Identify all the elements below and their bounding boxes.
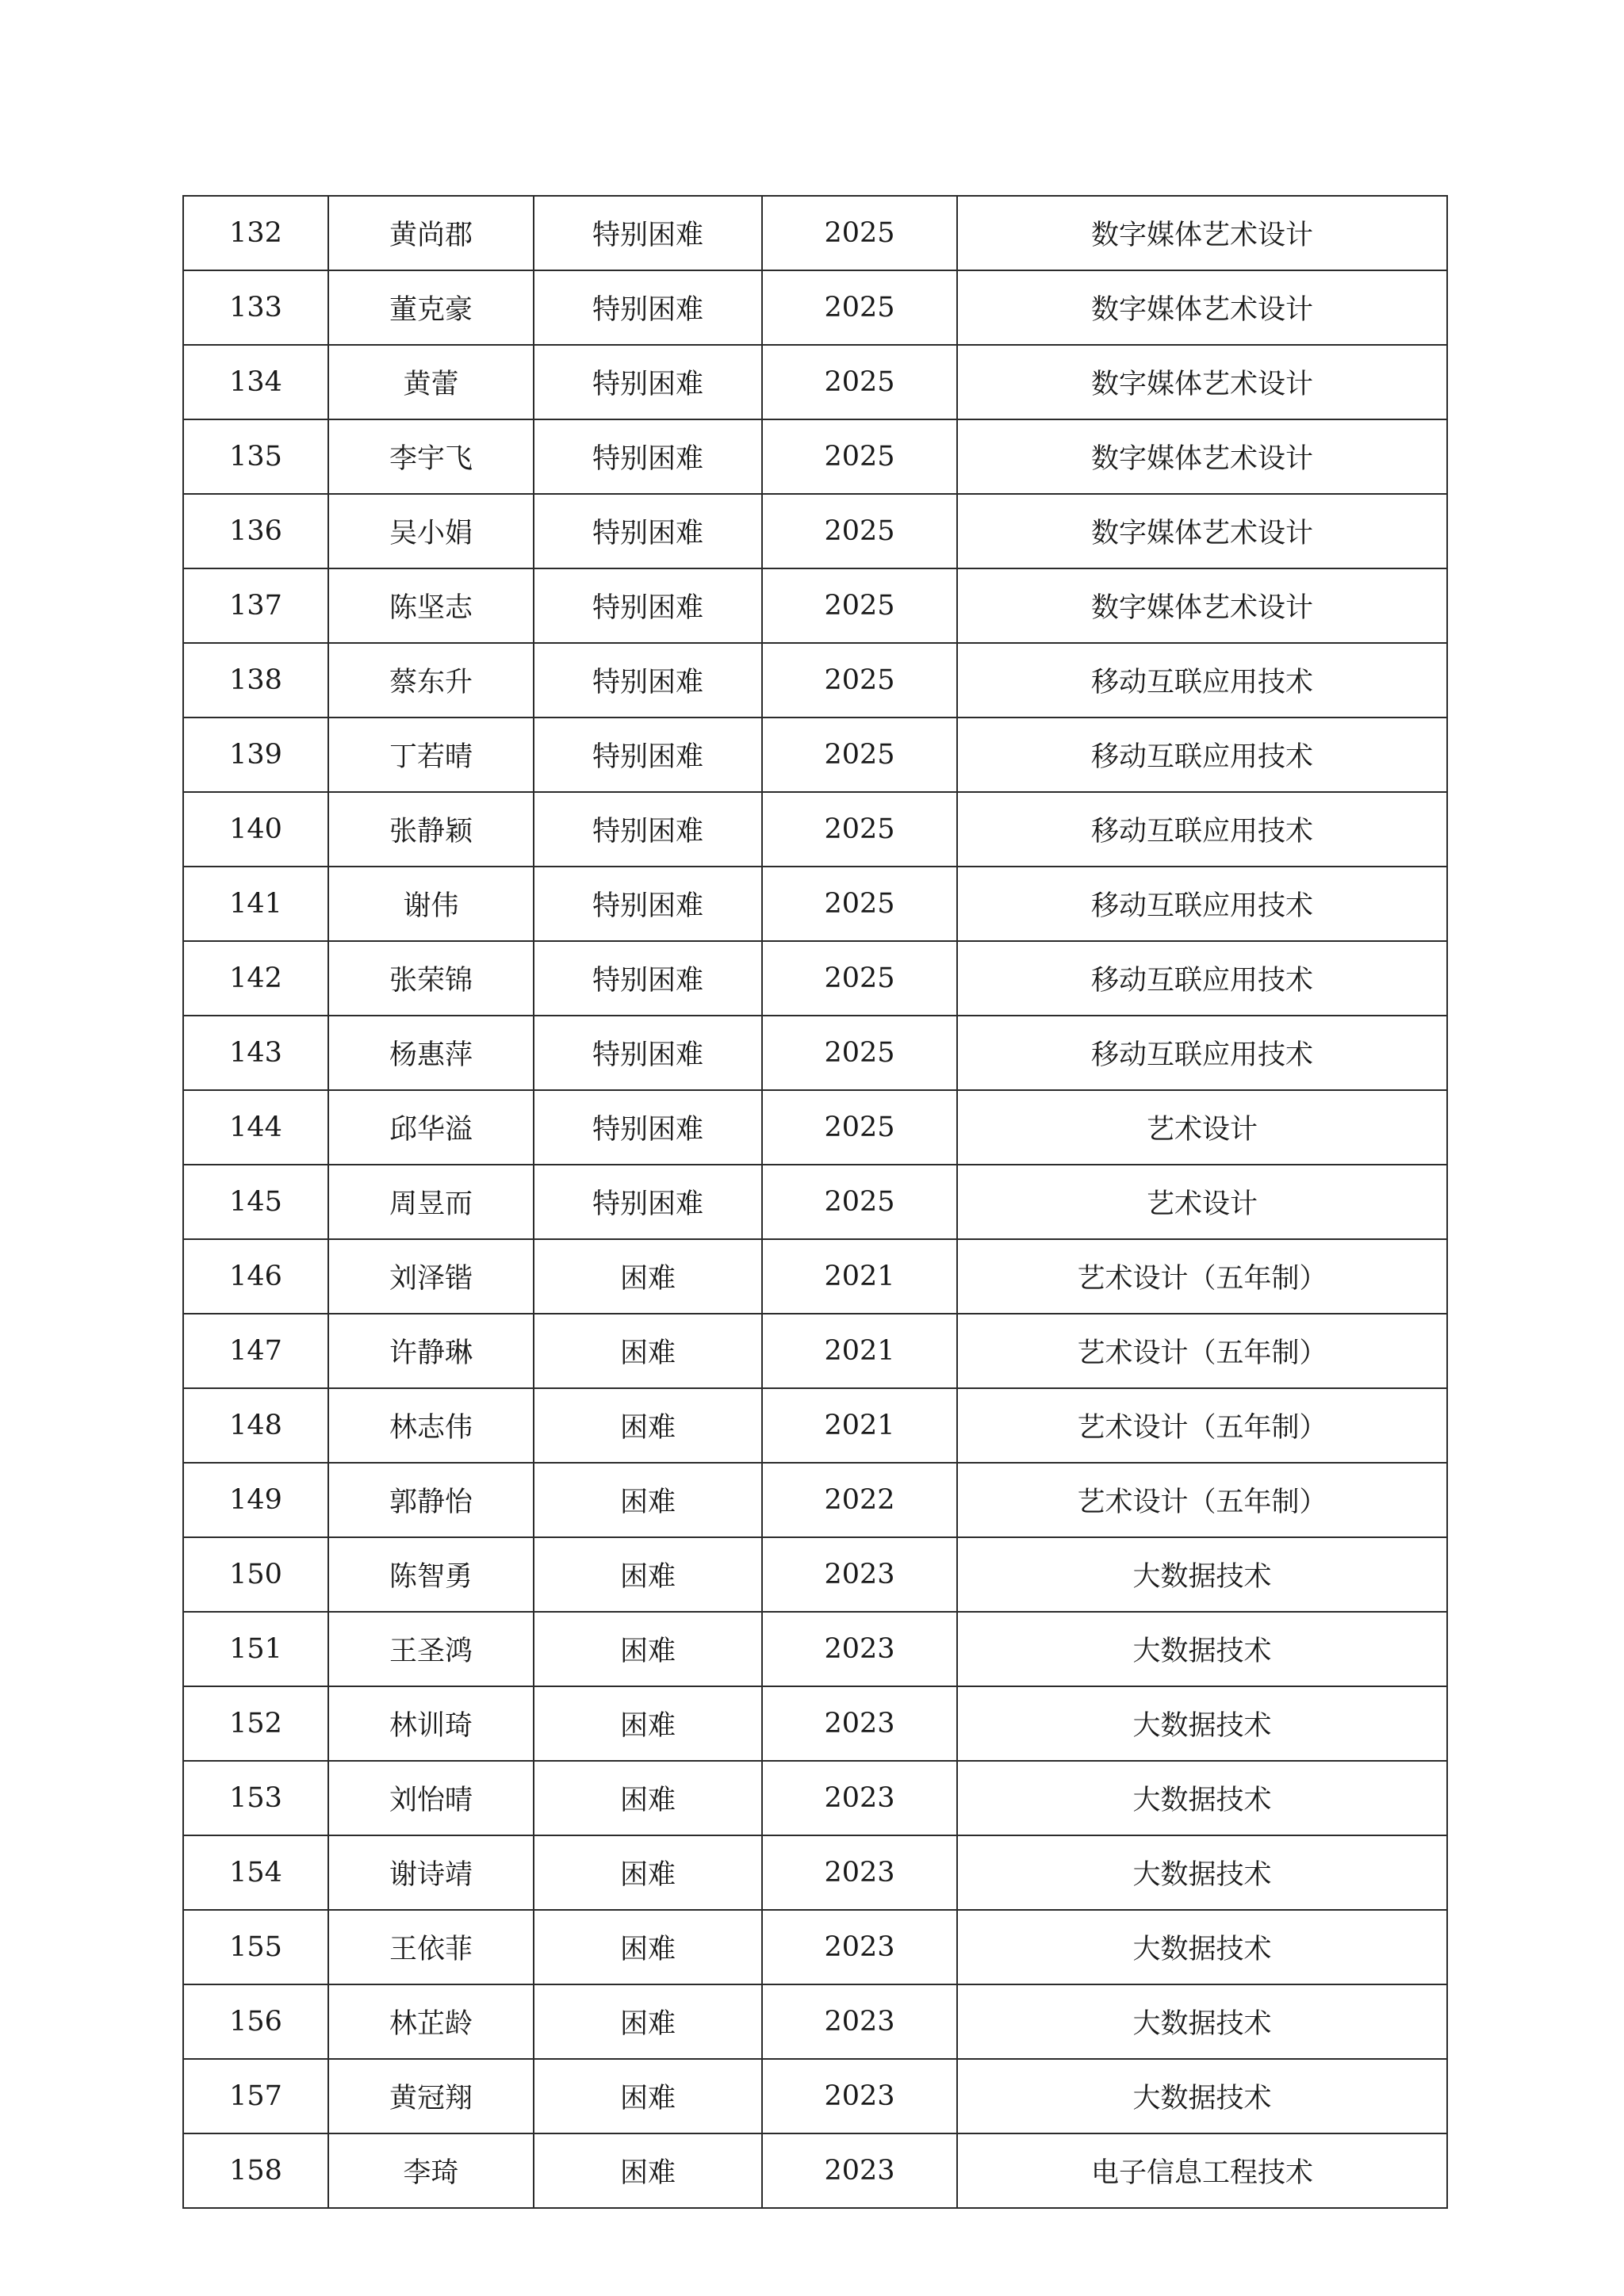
table-row — [183, 941, 1447, 1016]
cell-number: 153 — [183, 1761, 328, 1835]
cell-name: 林芷龄 — [328, 1984, 534, 2059]
cell-major: 大数据技术 — [957, 1910, 1447, 1984]
cell-level: 困难 — [534, 1761, 762, 1835]
cell-major: 移动互联应用技术 — [957, 718, 1447, 792]
cell-level: 困难 — [534, 1314, 762, 1388]
table-row — [183, 1388, 1447, 1463]
cell-name: 郭静怡 — [328, 1463, 534, 1537]
cell-major: 数字媒体艺术设计 — [957, 345, 1447, 419]
cell-number: 140 — [183, 792, 328, 867]
cell-year: 2025 — [762, 643, 957, 718]
cell-level: 特别困难 — [534, 270, 762, 345]
table-row — [183, 494, 1447, 568]
cell-level: 特别困难 — [534, 718, 762, 792]
cell-year: 2025 — [762, 1090, 957, 1165]
cell-name: 王圣鸿 — [328, 1612, 534, 1686]
cell-number: 132 — [183, 196, 328, 270]
cell-name: 陈智勇 — [328, 1537, 534, 1612]
cell-name: 杨惠萍 — [328, 1016, 534, 1090]
cell-level: 困难 — [534, 1537, 762, 1612]
cell-number: 155 — [183, 1910, 328, 1984]
table-row — [183, 867, 1447, 941]
cell-number: 142 — [183, 941, 328, 1016]
cell-level: 特别困难 — [534, 1016, 762, 1090]
table-row — [183, 643, 1447, 718]
cell-year: 2023 — [762, 2059, 957, 2133]
cell-name: 吴小娟 — [328, 494, 534, 568]
cell-major: 艺术设计（五年制） — [957, 1314, 1447, 1388]
table-row — [183, 419, 1447, 494]
cell-level: 特别困难 — [534, 867, 762, 941]
cell-level: 困难 — [534, 1239, 762, 1314]
cell-number: 139 — [183, 718, 328, 792]
cell-level: 特别困难 — [534, 792, 762, 867]
cell-name: 谢伟 — [328, 867, 534, 941]
cell-major: 移动互联应用技术 — [957, 1016, 1447, 1090]
cell-major: 艺术设计 — [957, 1165, 1447, 1239]
cell-year: 2025 — [762, 568, 957, 643]
cell-number: 147 — [183, 1314, 328, 1388]
cell-name: 李琦 — [328, 2133, 534, 2208]
cell-level: 困难 — [534, 1612, 762, 1686]
cell-level: 困难 — [534, 1910, 762, 1984]
cell-level: 特别困难 — [534, 494, 762, 568]
cell-major: 大数据技术 — [957, 1761, 1447, 1835]
cell-name: 张荣锦 — [328, 941, 534, 1016]
table-row — [183, 1537, 1447, 1612]
cell-number: 145 — [183, 1165, 328, 1239]
cell-major: 移动互联应用技术 — [957, 941, 1447, 1016]
cell-level: 特别困难 — [534, 941, 762, 1016]
table-row — [183, 1835, 1447, 1910]
table-row — [183, 345, 1447, 419]
cell-year: 2023 — [762, 1761, 957, 1835]
table-row — [183, 1165, 1447, 1239]
cell-number: 136 — [183, 494, 328, 568]
cell-year: 2023 — [762, 1984, 957, 2059]
table-row — [183, 1016, 1447, 1090]
cell-name: 林志伟 — [328, 1388, 534, 1463]
cell-level: 困难 — [534, 1388, 762, 1463]
cell-year: 2025 — [762, 792, 957, 867]
cell-major: 艺术设计（五年制） — [957, 1239, 1447, 1314]
cell-name: 黄冠翔 — [328, 2059, 534, 2133]
cell-name: 许静琳 — [328, 1314, 534, 1388]
cell-number: 134 — [183, 345, 328, 419]
cell-major: 数字媒体艺术设计 — [957, 196, 1447, 270]
table-row — [183, 1761, 1447, 1835]
cell-year: 2021 — [762, 1388, 957, 1463]
table-body — [183, 196, 1447, 2208]
cell-year: 2025 — [762, 941, 957, 1016]
cell-number: 157 — [183, 2059, 328, 2133]
table-row — [183, 1090, 1447, 1165]
cell-major: 艺术设计 — [957, 1090, 1447, 1165]
cell-level: 特别困难 — [534, 345, 762, 419]
cell-year: 2025 — [762, 419, 957, 494]
cell-year: 2025 — [762, 1165, 957, 1239]
cell-major: 数字媒体艺术设计 — [957, 568, 1447, 643]
cell-name: 蔡东升 — [328, 643, 534, 718]
cell-name: 刘泽锴 — [328, 1239, 534, 1314]
cell-name: 黄蕾 — [328, 345, 534, 419]
cell-year: 2025 — [762, 1016, 957, 1090]
cell-number: 135 — [183, 419, 328, 494]
cell-major: 大数据技术 — [957, 1686, 1447, 1761]
cell-name: 陈坚志 — [328, 568, 534, 643]
table-row — [183, 2133, 1447, 2208]
cell-level: 困难 — [534, 1835, 762, 1910]
cell-number: 143 — [183, 1016, 328, 1090]
cell-number: 146 — [183, 1239, 328, 1314]
cell-name: 谢诗靖 — [328, 1835, 534, 1910]
cell-number: 141 — [183, 867, 328, 941]
cell-level: 特别困难 — [534, 568, 762, 643]
cell-number: 158 — [183, 2133, 328, 2208]
cell-year: 2025 — [762, 196, 957, 270]
table-row — [183, 1686, 1447, 1761]
table-row — [183, 270, 1447, 345]
cell-year: 2023 — [762, 2133, 957, 2208]
cell-number: 154 — [183, 1835, 328, 1910]
table-row — [183, 718, 1447, 792]
table-row — [183, 1463, 1447, 1537]
table-row — [183, 1984, 1447, 2059]
cell-major: 移动互联应用技术 — [957, 792, 1447, 867]
cell-level: 困难 — [534, 1463, 762, 1537]
table-row — [183, 1910, 1447, 1984]
cell-year: 2025 — [762, 345, 957, 419]
cell-year: 2022 — [762, 1463, 957, 1537]
cell-year: 2025 — [762, 270, 957, 345]
cell-major: 大数据技术 — [957, 2059, 1447, 2133]
cell-major: 数字媒体艺术设计 — [957, 270, 1447, 345]
cell-major: 数字媒体艺术设计 — [957, 494, 1447, 568]
cell-name: 邱华溢 — [328, 1090, 534, 1165]
cell-year: 2025 — [762, 494, 957, 568]
cell-level: 特别困难 — [534, 643, 762, 718]
table-row — [183, 792, 1447, 867]
cell-name: 黄尚郡 — [328, 196, 534, 270]
cell-year: 2023 — [762, 1612, 957, 1686]
cell-year: 2025 — [762, 718, 957, 792]
table-row — [183, 1612, 1447, 1686]
cell-level: 困难 — [534, 1686, 762, 1761]
cell-year: 2023 — [762, 1910, 957, 1984]
cell-number: 144 — [183, 1090, 328, 1165]
cell-year: 2023 — [762, 1835, 957, 1910]
cell-major: 艺术设计（五年制） — [957, 1463, 1447, 1537]
cell-level: 特别困难 — [534, 1165, 762, 1239]
cell-number: 138 — [183, 643, 328, 718]
student-aid-table — [182, 195, 1448, 2209]
cell-name: 李宇飞 — [328, 419, 534, 494]
cell-level: 困难 — [534, 2133, 762, 2208]
cell-level: 特别困难 — [534, 196, 762, 270]
cell-major: 大数据技术 — [957, 1612, 1447, 1686]
cell-major: 移动互联应用技术 — [957, 867, 1447, 941]
cell-year: 2023 — [762, 1686, 957, 1761]
cell-year: 2021 — [762, 1314, 957, 1388]
cell-major: 大数据技术 — [957, 1537, 1447, 1612]
table-row — [183, 2059, 1447, 2133]
cell-year: 2023 — [762, 1537, 957, 1612]
cell-number: 148 — [183, 1388, 328, 1463]
cell-name: 周昱而 — [328, 1165, 534, 1239]
cell-major: 数字媒体艺术设计 — [957, 419, 1447, 494]
cell-name: 王依菲 — [328, 1910, 534, 1984]
cell-number: 156 — [183, 1984, 328, 2059]
cell-number: 133 — [183, 270, 328, 345]
cell-level: 特别困难 — [534, 419, 762, 494]
cell-name: 林训琦 — [328, 1686, 534, 1761]
cell-major: 电子信息工程技术 — [957, 2133, 1447, 2208]
cell-year: 2025 — [762, 867, 957, 941]
table-row — [183, 1239, 1447, 1314]
cell-name: 董克豪 — [328, 270, 534, 345]
cell-level: 困难 — [534, 2059, 762, 2133]
cell-major: 大数据技术 — [957, 1835, 1447, 1910]
cell-number: 152 — [183, 1686, 328, 1761]
cell-number: 151 — [183, 1612, 328, 1686]
cell-year: 2021 — [762, 1239, 957, 1314]
cell-number: 137 — [183, 568, 328, 643]
table-row — [183, 1314, 1447, 1388]
cell-name: 丁若晴 — [328, 718, 534, 792]
cell-major: 大数据技术 — [957, 1984, 1447, 2059]
cell-major: 移动互联应用技术 — [957, 643, 1447, 718]
cell-number: 149 — [183, 1463, 328, 1537]
cell-major: 艺术设计（五年制） — [957, 1388, 1447, 1463]
table-row — [183, 568, 1447, 643]
cell-level: 特别困难 — [534, 1090, 762, 1165]
cell-number: 150 — [183, 1537, 328, 1612]
cell-level: 困难 — [534, 1984, 762, 2059]
cell-name: 张静颖 — [328, 792, 534, 867]
cell-name: 刘怡晴 — [328, 1761, 534, 1835]
table-row — [183, 196, 1447, 270]
